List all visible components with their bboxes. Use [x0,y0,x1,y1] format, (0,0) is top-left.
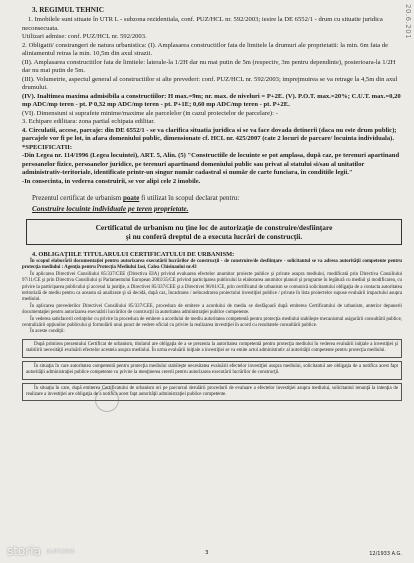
obligations-para-2: În aplicarea prevederilor Directivei Consiliului 85/337/CEE, procedura de emitere a acordului de mediu se desfăşoară după emiterea Certificatului de urbanism, anterior depunerii documentaţiei pentru autorizarea executării lucrărilor de construcţii la autoritatea administraţiei publice competente. [22,303,402,316]
obligations-box-2 [22,361,402,380]
watermark-date: 31/07/2025 [46,549,75,555]
purpose-text-pre: Prezentul certificat de urbanism [32,194,123,202]
obligations-box-2-text: În situaţia în care autoritatea competentă pentru protecţia mediului stabileşte necesitatea evaluării efectelor investiţiei asupra mediului, solicitantul are obligaţia de a notifica acest fapt autorităţii administraţiei publice competente cu privire la menţinerea cererii pentru autorizarea executării lucrărilor de construcţii. [26,363,398,376]
regime-para-6: (IV). Inaltimea maxima admisibila a constructiilor: H max.=9m; nr. max. de niveluri = P+2E. (V). P.O.T. max.=20%; C.U.T. max.=0,20 mp ADC/mp teren - pt. P 0,32 mp ADC/mp teren - pt. P+1E; 0,60 mp ADC/mp teren - pt. P+2E. [22,92,401,108]
page-number: 3 [205,550,209,556]
certificate-notice-line-1: Certificatul de urbanism nu ţine loc de autorizaţie de construire/desfiinţare [95,223,333,232]
purpose-text-post: fi utilizat în scopul declarat pentru: [139,194,240,202]
obligations-box-3-text: În situaţia în care, după emiterea Certificatului de urbanism ori pe parcursul derulării procedurii de evaluare a efectelor investiţiei asupra mediului, solicitantul renunţă la intenţia de realizare a investiţiei are obligaţia de a notifica acest fapt autorităţii administraţiei publice competente. [26,385,398,397]
regime-para-8: 3. Echipare edilitara: zona partial echipata edilitar. [22,118,155,125]
storia-watermark: storia [7,544,41,558]
obligations-box-3 [22,383,402,402]
registration-stamp-text: 20.6.201 [404,4,412,40]
regime-para-5: (III). Volumetrie, aspectul general al constructiilor si alte prevederi: conf. PUZ/HCL nr. 592/2003; imprejmuirea se va retrage la 4,5m din axul drumului. [22,75,398,91]
obligations-intro: În scopul elaborării documentaţiei pentru autorizarea executării lucrărilor de construcţii - de construire/de desfiinţare - solicitantul se va adresa autorităţii competente pentru protecţia mediului : Agenţia pentru Protecţia Mediului Iasi, Calea Chisinaului nr.43 [22,259,402,271]
specifications-title: *SPECIFICATII: [22,143,73,151]
regime-para-2: Utilizari admise: conf. PUZ/HCL nr. 592/2003. [22,33,147,40]
obligations-para-1: În aplicarea Directivei Consiliului 85/337/CEE (Directiva EIA) privind evaluarea efectelor anumitor proiecte publice şi private asupra mediului, modificată prin Directiva Consiliului 97/11/CE şi prin Directiva Consiliului şi Parlamentului European 2003/35/CE privind participarea publicului la elaborarea anumitor planuri şi programe în legătură cu mediul şi modificarea, cu privire la participarea publicului şi accesul la justiţie, a Directivei 85/337/CEE şi a Directivei 96/61/CE, prin certificatul de urbanism se comunică solicitantului obligaţia de a contacta autoritatea teritorială de mediu pentru ca aceasta să analizeze şi să decidă, după caz, încadrarea / neîncadrarea proiectului investiţiei publice / private în lista proiectelor supuse evaluării impactului asupra mediului. [22,271,402,303]
regime-title: 3. REGIMUL TEHNIC [32,6,104,14]
obligations-para-4: În aceste condiţii: [30,329,65,335]
regime-para-9: 4. Circulatii, accese, parcaje: din DE 6552/1 - se va clarifica situatia juridica si se va face dovada detinerii (daca nu este drum public); parcajele vor fi pe lot, in afara domeniului public, dimensionate cf. HCL nr. 425/2007 (cate 2 locuri de parcare/ locuinta individuala). [22,126,397,142]
specifications-text: -Din Legea nr. 114/1996 (Legea locuintei), ART. 5, Alin. (5) "Constructiile de locuinte se pot amplasa, după caz, pe terenuri apartinand persoanelor fizice, persoanelor juridice, pe terenuri apartinand domeniului public sau privat al statului si/sau al unitatilor administrativ-teritoriale, identificate printr-un singur număr cadastral si număr de carte funciara, în conditiile legii." [22,152,400,176]
regime-para-4: (II). Amplasarea constructiilor fata de limitele: laterale-la 1/2H dar nu mai putin de 5m (respectiv, 3m pentru dependinte), posterioara-la 1/2H dar nu mai putin de 5m. [22,58,396,74]
regime-para-7: (VI). Dimensiuni si suprafete minime/maxime ale parcelelor (in cazul proiectelor de parcelare): - [22,109,278,117]
purpose-line [32,194,402,202]
certificate-notice-box [26,219,402,245]
regime-para-1: 1. Imobilele sunt situate în UTR L - subzona rezidentiala, conf. PUZ/HCL nr. 592/2003; iesire la DE 6552/1 - drum cu situatie juridica neconsecuata. [22,16,383,32]
obligations-box-1-text: După primirea prezentului Certificat de urbanism, titularul are obligaţia de a se prezenta la autoritatea competentă pentru protecţia mediului în vederea evaluării iniţiale a investiţiei şi stabilirii necesităţii evaluării efectelor acesteia asupra mediului. În urma evaluării iniţiale a investiţiei se va emite actul administrativ al autorităţii competente pentru protecţia mediului. [26,341,398,354]
obligations-title: 4. OBLIGAŢIILE TITULARULUI CERTIFICATULUI DE URBANISM: [32,251,235,258]
purpose-text-bold: poate [122,194,140,202]
obligations-para-3: În vederea satisfacerii cerinţelor cu privire la procedura de emitere a acordului de mediu autoritatea competentă pentru protecţia mediului stabileşte mecanismul asigurării consultării publice, centralizării opţiunilor publicului şi formulării unui punct de vedere oficial cu privire la realizarea investiţiei în acord cu rezultatele consultării publice. [22,316,402,329]
official-stamp-mark [95,388,119,412]
purpose-value: Construire locuinte individuale pe teren proprietate. [32,204,189,213]
obligations-box-1 [22,339,402,358]
certificate-notice-line-2: şi nu conferă dreptul de a executa lucrări de construcţii. [125,232,303,241]
regime-para-3: 2. Obligatii/ constrangeri de natura urbanistica: (I). Amplasarea constructiilor fata de limitele la drumuri ale proprietatii: la min. 6m fata de aliniamentul retras la min. 10,5m din axul strazii. [22,41,389,57]
consequence-text: -In consecinta, in vederea construirii, se vor alipi cele 2 imobile. [22,177,201,185]
footer-code: 12/1933 A.G. [369,551,402,557]
